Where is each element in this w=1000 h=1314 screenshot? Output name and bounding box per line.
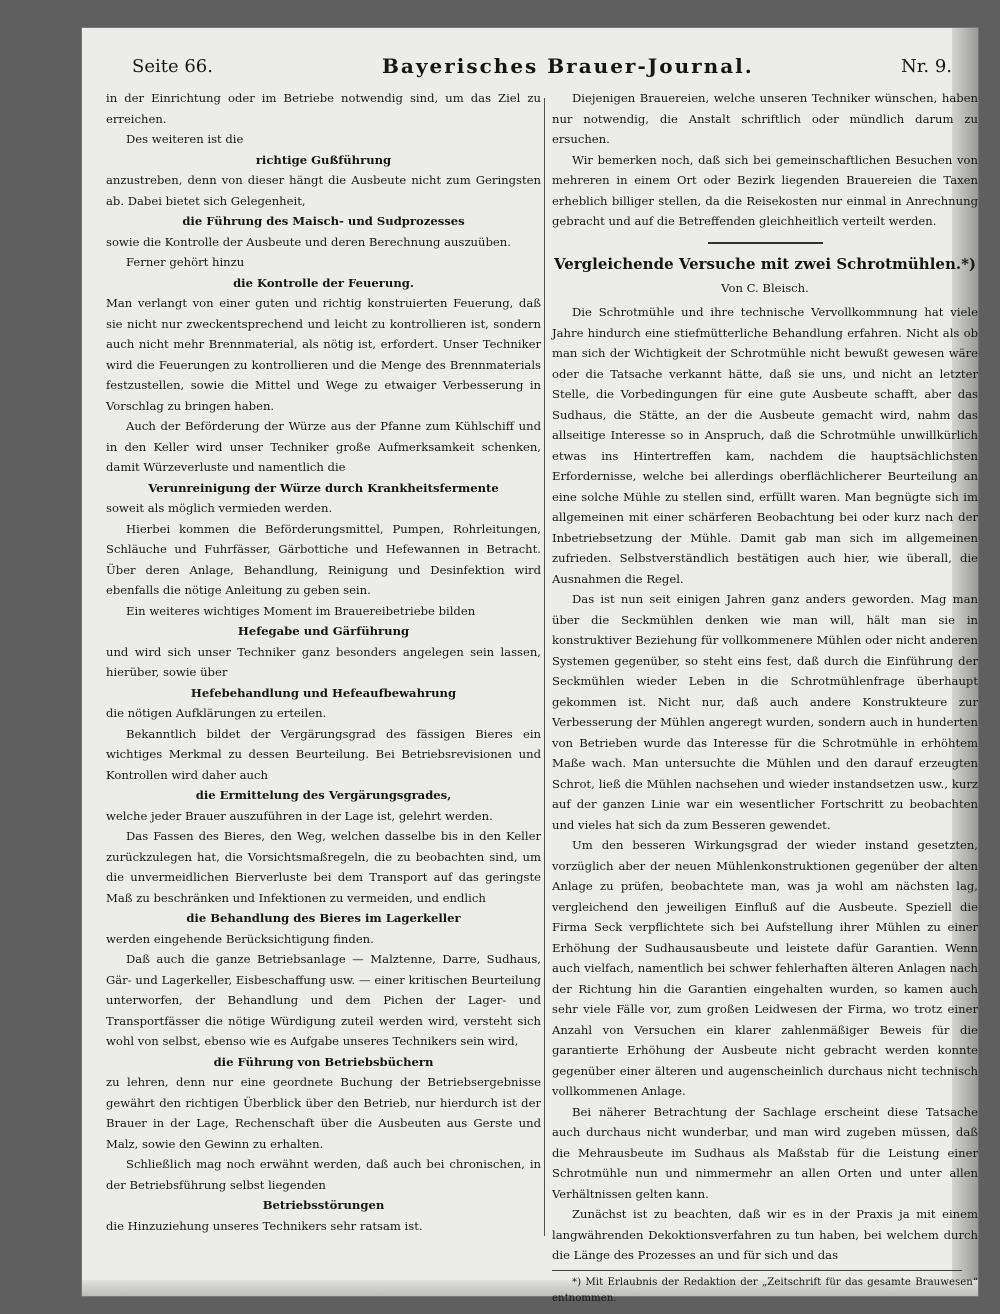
footnote-rule [552, 1270, 962, 1271]
issue-number: Nr. 9. [901, 56, 952, 77]
bold-heading: Hefegabe und Gärführung [237, 624, 410, 638]
paragraph: Diejenigen Brauereien, welche unseren Techniker wünschen, haben nur notwendig, die Anstalt schriftlich oder mündlich darum zu ersuchen. [552, 91, 978, 146]
page-header [132, 50, 952, 90]
article-title: Vergleichende Versuche mit zwei Schrotmühlen.*) [553, 254, 977, 273]
paragraph: die nötigen Aufklärungen zu erteilen. [106, 706, 327, 720]
paragraph: anzustreben, denn von dieser hängt die Ausbeute nicht zum Geringsten ab. Dabei bietet sich Gelegenheit, [106, 173, 541, 208]
bold-heading: die Kontrolle der Feuerung. [233, 275, 414, 290]
paragraph: zu lehren, denn nur eine geordnete Buchung der Betriebsergebnisse gewährt den richtigen Überblick über den Betrieb, nur hierdurch ist der Brauer in der Lage, Rechenschaft über die Ausbeuten aus Gerste und Malz, sowie den Gewinn zu erhalten. [106, 1075, 541, 1151]
footnote: *) Mit Erlaubnis der Redaktion der „Zeitschrift für das gesamte Brauwesen“ entnommen. [552, 1276, 978, 1304]
paragraph: Auch der Beförderung der Würze aus der Pfanne zum Kühlschiff und in den Keller wird unser Techniker große Aufmerksamkeit schenken, damit Würzeverluste und namentlich die [106, 419, 541, 474]
paragraph: Das Fassen des Bieres, den Weg, welchen dasselbe bis in den Keller zurückzulegen hat, die Vorsichtsmaßregeln, die zu beobachten sind, um die unvermeidlichen Bierverluste bei dem Transport auf das geringste Maß zu beschränken und Infektionen zu vermeiden, und endlich [106, 829, 541, 905]
bold-heading: die Behandlung des Bieres im Lagerkeller [186, 911, 461, 925]
right-column [552, 88, 978, 1307]
newspaper-page [82, 28, 978, 1304]
page-number: Seite 66. [132, 56, 213, 77]
bold-heading: Verunreinigung der Würze durch Krankheitsfermente [148, 480, 499, 495]
paragraph: Um den besseren Wirkungsgrad der wieder instand gesetzten, vorzüglich aber der neuen Mühlenkonstruktionen gegenüber der alten Anlage zu prüfen, beobachtete man, was ja wohl am nächsten lag, vergleichend den jeweiligen Einfluß auf die Ausbeute. Speziell die Firma Seck verpflichtete sich bei Aufstellung ihrer Mühlen zu einer Erhöhung der Sudhausausbeute und leistete dafür Garantien. Wenn auch vielfach, namentlich bei schwer fehlerhaften älteren Anlagen nach der Richtung hin die Garantien eingehalten wurden, so kamen auch sehr viele Fälle vor, zum großen Leidwesen der Firma, wo trotz einer Anzahl von Versuchen ein klarer zahlenmäßiger Beweis für die garantierte Erhöhung der Ausbeute nicht gebracht werden konnte gegenüber einer älteren und augenscheinlich durchaus nicht technisch vollkommenen Anlage. [552, 838, 978, 1098]
paragraph: Ferner gehört hinzu [126, 255, 245, 269]
column-divider [544, 98, 545, 1236]
paragraph: Das ist nun seit einigen Jahren ganz anders geworden. Mag man über die Seckmühlen denken wie man will, hält man sie in konstruktiver Beziehung für vollkommenere Mühlen oder nicht anderen Systemen gegenüber, so steht eins fest, daß durch die Einführung der Seckmühlen wieder Leben in die Schrotmühlenfrage überhaupt gekommen ist. Nicht nur, daß auch andere Konstrukteure zur Verbesserung der Mühlen angeregt wurden, sondern auch in hunderten von Betrieben wurde das Interesse für die Schrotmühle in erhöhtem Maße wach. Man untersuchte die Mühlen und den darauf erzeugten Schrot, ließ die Mühlen nachsehen und wieder instandsetzen usw., kurz auf der ganzen Linie war ein wesentlicher Fortschritt zu beobachten und vieles hat sich da zum Besseren gewendet. [552, 592, 978, 832]
bold-heading: die Führung des Maisch- und Sudprozesses [182, 214, 465, 228]
bold-heading: Betriebsstörungen [262, 1198, 385, 1212]
paragraph: welche jeder Brauer auszuführen in der Lage ist, gelehrt werden. [106, 808, 493, 823]
paragraph: Hierbei kommen die Beförderungsmittel, Pumpen, Rohrleitungen, Schläuche und Fuhrfässer, Gärbottiche und Hefewannen in Betracht. Über deren Anlage, Behandlung, Reinigung und Desinfektion wird ebenfalls die nötige Anleitung zu geben sein. [106, 521, 541, 597]
bold-heading: die Ermittelung des Vergärungsgrades, [195, 788, 452, 802]
paragraph: sowie die Kontrolle der Ausbeute und deren Berechnung auszuüben. [106, 234, 511, 249]
paragraph: Schließlich mag noch erwähnt werden, daß auch bei chronischen, in der Betriebsführung selbst liegenden [106, 1157, 541, 1192]
bold-heading: richtige Gußführung [255, 152, 392, 167]
section-separator [708, 242, 823, 244]
paragraph: Bekanntlich bildet der Vergärungsgrad des fässigen Bieres ein wichtiges Merkmal zu dessen Beurteilung. Bei Betriebsrevisionen und Kontrollen wird daher auch [106, 726, 541, 782]
paragraph: Ein weiteres wichtiges Moment im Brauereibetriebe bilden [126, 603, 476, 618]
paragraph: Die Schrotmühle und ihre technische Vervollkommnung hat viele Jahre hindurch eine stiefmütterliche Behandlung erfahren. Nicht als ob man sich der Wichtigkeit der Schrotmühle nicht bewußt gewesen wäre oder die Tatsache verkannt hätte, daß sie uns, und nicht an letzter Stelle, die Vorbedingungen für eine gute Ausbeute schafft, aber das Sudhaus, die Stätte, an der die Ausbeute gemacht wird, nahm das allseitige Interesse so in Anspruch, daß die Schrotmühle unwillkürlich etwas ins Hintertreffen kam, nachdem die hauptsächlichsten Erfordernisse, welche bei allerdings oberflächlicherer Beurteilung an eine solche Mühle zu stellen sind, erfüllt waren. Man begnügte sich im allgemeinen mit einer schärferen Beobachtung bei oder kurz nach der Inbetriebsetzung der Mühle. Damit gab man sich im allgemeinen zufrieden. Selbstverständlich bestätigen auch hier, wie überall, die Ausnahmen die Regel. [552, 305, 978, 586]
paragraph: Des weiteren ist die [126, 132, 244, 146]
paragraph: Zunächst ist zu beachten, daß wir es in der Praxis ja mit einem langwährenden Dekoktionsverfahren zu tun haben, bei welchem durch die Länge des Prozesses an und für sich und das [552, 1207, 978, 1262]
paragraph: soweit als möglich vermieden werden. [106, 501, 333, 515]
paragraph: Bei näherer Betrachtung der Sachlage erscheint diese Tatsache auch durchaus nicht wunderbar, und man wird zugeben müssen, daß die Mehrausbeute im Sudhaus als Maßstab für die Leistung einer Schrotmühle nun und nimmermehr an allen Orten und unter allen Verhältnissen gelten kann. [552, 1104, 978, 1201]
paragraph: und wird sich unser Techniker ganz besonders angelegen sein lassen, hierüber, sowie über [106, 644, 541, 679]
article-author: Von C. Bleisch. [721, 280, 809, 295]
paragraph: Man verlangt von einer guten und richtig konstruierten Feuerung, daß sie nicht nur zweckentsprechend und leicht zu kontrollieren ist, sondern auch nicht mehr Brennmaterial, als nötig ist, erfordert. Unser Techniker wird die Feuerungen zu kontrollieren und die Menge des Brennmaterials festzustellen, sowie die Mittel und Wege zu etwaiger Verbesserung in Vorschlag zu bringen haben. [106, 296, 541, 413]
paragraph: die Hinzuziehung unseres Technikers sehr ratsam ist. [106, 1218, 423, 1233]
paragraph: Wir bemerken noch, daß sich bei gemeinschaftlichen Besuchen von mehreren in einem Ort oder Bezirk liegenden Brauereien die Taxen erheblich billiger stellen, da die Reisekosten nur einmal in Anrechnung gebracht und auf die Betreffenden gleichheitlich verteilt werden. [552, 152, 978, 228]
left-column [106, 88, 541, 1236]
journal-title: Bayerisches Brauer-Journal. [382, 54, 754, 78]
paragraph: werden eingehende Berücksichtigung finden. [106, 931, 374, 946]
bold-heading: die Führung von Betriebsbüchern [213, 1054, 434, 1069]
paragraph: Daß auch die ganze Betriebsanlage — Malztenne, Darre, Sudhaus, Gär- und Lagerkeller, Eisbeschaffung usw. — einer kritischen Beurteilung unterworfen, der Behandlung und dem Pichen der Lager- und Transportfässer die nötige Würdigung zuteil werden wird, versteht sich wohl von selbst, ebenso wie es Aufgabe unseres Technikers sein wird, [106, 952, 541, 1048]
paragraph: in der Einrichtung oder im Betriebe notwendig sind, um das Ziel zu erreichen. [106, 91, 541, 126]
bold-heading: Hefebehandlung und Hefeaufbewahrung [190, 685, 457, 700]
